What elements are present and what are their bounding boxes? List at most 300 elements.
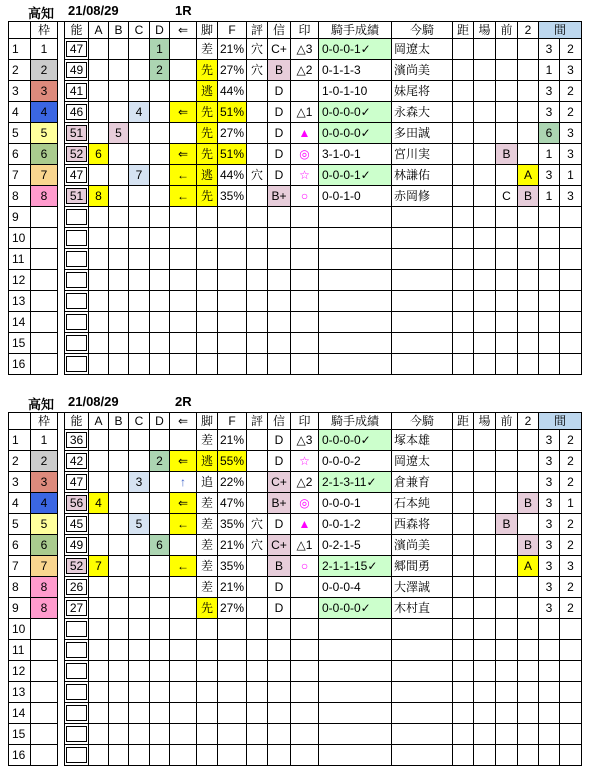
cell-a <box>89 249 109 270</box>
cell-jockey <box>392 640 453 661</box>
column-header-c: C <box>129 413 150 430</box>
cell-ba <box>474 745 496 766</box>
cell-nou <box>65 249 89 270</box>
track-name: 高知 <box>28 6 55 21</box>
cell-nou <box>65 472 89 493</box>
ability-box: 51 <box>66 125 87 141</box>
cell-f <box>218 228 247 249</box>
cell-num: 10 <box>9 228 31 249</box>
cell-d <box>150 312 170 333</box>
cell-nou <box>65 430 89 451</box>
cell-waku: 1 <box>31 430 58 451</box>
column-header-waku: 枠 <box>31 413 58 430</box>
cell-kan2: 3 <box>560 556 582 577</box>
spacer <box>58 598 65 619</box>
cell-kan1 <box>539 724 560 745</box>
cell-mae <box>496 682 518 703</box>
cell-kyo <box>453 472 474 493</box>
cell-b <box>109 472 129 493</box>
cell-c <box>129 661 150 682</box>
cell-waku: 6 <box>31 144 58 165</box>
cell-arrow <box>170 619 197 640</box>
cell-leg: 先 <box>197 102 218 123</box>
cell-leg: 差 <box>197 556 218 577</box>
cell-two <box>518 144 539 165</box>
cell-leg <box>197 619 218 640</box>
cell-num: 11 <box>9 640 31 661</box>
cell-a <box>89 39 109 60</box>
cell-ba <box>474 312 496 333</box>
cell-f: 27% <box>218 598 247 619</box>
cell-jockey: 多田誠 <box>392 123 453 144</box>
cell-arrow: ⇐ <box>170 493 197 514</box>
cell-record: 0-0-1-0 <box>319 186 392 207</box>
ability-box <box>66 356 87 372</box>
cell-d <box>150 186 170 207</box>
cell-shin <box>268 745 291 766</box>
cell-d <box>150 514 170 535</box>
cell-kan1: 3 <box>539 472 560 493</box>
cell-kan2: 2 <box>560 451 582 472</box>
cell-b <box>109 270 129 291</box>
cell-hyo <box>247 123 268 144</box>
cell-ba <box>474 724 496 745</box>
cell-mark <box>291 228 319 249</box>
cell-jockey <box>392 228 453 249</box>
spacer <box>58 60 65 81</box>
cell-b <box>109 249 129 270</box>
cell-record <box>319 207 392 228</box>
cell-leg <box>197 249 218 270</box>
cell-mark: △2 <box>291 60 319 81</box>
column-header-jockey: 今騎 <box>392 22 453 39</box>
cell-mark: ▲ <box>291 123 319 144</box>
cell-kyo <box>453 312 474 333</box>
cell-two <box>518 661 539 682</box>
cell-shin: D <box>268 81 291 102</box>
cell-hyo: 穴 <box>247 514 268 535</box>
cell-waku <box>31 333 58 354</box>
cell-hyo: 穴 <box>247 39 268 60</box>
cell-two: A <box>518 165 539 186</box>
cell-b <box>109 39 129 60</box>
cell-hyo <box>247 661 268 682</box>
cell-nou <box>65 724 89 745</box>
cell-f <box>218 682 247 703</box>
ability-box: 45 <box>66 516 87 532</box>
cell-kyo <box>453 39 474 60</box>
cell-num: 9 <box>9 207 31 228</box>
cell-d <box>150 207 170 228</box>
cell-hyo <box>247 493 268 514</box>
cell-num: 15 <box>9 333 31 354</box>
cell-arrow: ← <box>170 514 197 535</box>
cell-b <box>109 640 129 661</box>
ability-box <box>66 251 87 267</box>
cell-mark: ▲ <box>291 514 319 535</box>
cell-record: 0-0-0-4 <box>319 577 392 598</box>
cell-record: 0-0-0-1✓ <box>319 165 392 186</box>
cell-a <box>89 354 109 375</box>
cell-record: 0-0-0-2 <box>319 451 392 472</box>
cell-jockey <box>392 207 453 228</box>
cell-c <box>129 556 150 577</box>
cell-a <box>89 60 109 81</box>
cell-b <box>109 703 129 724</box>
cell-hyo <box>247 451 268 472</box>
cell-hyo <box>247 270 268 291</box>
column-header-d: D <box>150 413 170 430</box>
ability-box <box>66 642 87 658</box>
cell-kyo <box>453 144 474 165</box>
ability-box <box>66 314 87 330</box>
cell-arrow <box>170 81 197 102</box>
cell-arrow <box>170 249 197 270</box>
table-row <box>9 165 582 186</box>
cell-kyo <box>453 60 474 81</box>
cell-b <box>109 430 129 451</box>
ability-box <box>66 335 87 351</box>
cell-kyo <box>453 619 474 640</box>
cell-jockey: 赤岡修 <box>392 186 453 207</box>
cell-d <box>150 165 170 186</box>
cell-kan2: 2 <box>560 577 582 598</box>
cell-shin <box>268 207 291 228</box>
column-header-blank <box>9 22 31 39</box>
ability-box: 42 <box>66 453 87 469</box>
spacer <box>58 228 65 249</box>
cell-num: 12 <box>9 270 31 291</box>
cell-kan2: 2 <box>560 472 582 493</box>
ability-box: 52 <box>66 146 87 162</box>
cell-mae: B <box>496 514 518 535</box>
cell-mae <box>496 640 518 661</box>
cell-a <box>89 291 109 312</box>
ability-box: 26 <box>66 579 87 595</box>
table-row <box>9 39 582 60</box>
table-row <box>9 291 582 312</box>
cell-c <box>129 535 150 556</box>
cell-mae: B <box>496 144 518 165</box>
cell-waku: 1 <box>31 39 58 60</box>
cell-num: 4 <box>9 493 31 514</box>
cell-c <box>129 451 150 472</box>
cell-two <box>518 270 539 291</box>
cell-num: 3 <box>9 472 31 493</box>
cell-b <box>109 228 129 249</box>
cell-d <box>150 703 170 724</box>
cell-shin <box>268 249 291 270</box>
cell-c <box>129 430 150 451</box>
cell-kyo <box>453 745 474 766</box>
cell-d <box>150 291 170 312</box>
cell-d <box>150 640 170 661</box>
cell-jockey: 郷間勇 <box>392 556 453 577</box>
cell-arrow <box>170 745 197 766</box>
cell-kan2 <box>560 724 582 745</box>
cell-a <box>89 598 109 619</box>
table-row <box>9 123 582 144</box>
cell-kyo <box>453 556 474 577</box>
cell-arrow: ← <box>170 186 197 207</box>
cell-shin: C+ <box>268 535 291 556</box>
cell-c <box>129 249 150 270</box>
cell-ba <box>474 144 496 165</box>
column-header-record: 騎手成績 <box>319 22 392 39</box>
cell-shin <box>268 228 291 249</box>
cell-jockey <box>392 270 453 291</box>
cell-record: 3-1-0-1 <box>319 144 392 165</box>
cell-b <box>109 661 129 682</box>
cell-c <box>129 703 150 724</box>
cell-b <box>109 354 129 375</box>
cell-jockey: 石本純 <box>392 493 453 514</box>
cell-nou <box>65 60 89 81</box>
cell-jockey: 濱尚美 <box>392 60 453 81</box>
cell-f: 21% <box>218 430 247 451</box>
spacer <box>58 123 65 144</box>
cell-c <box>129 81 150 102</box>
cell-f <box>218 291 247 312</box>
cell-arrow: ⇐ <box>170 102 197 123</box>
cell-b <box>109 81 129 102</box>
cell-c <box>129 577 150 598</box>
cell-jockey <box>392 724 453 745</box>
cell-kan2: 2 <box>560 535 582 556</box>
cell-f: 47% <box>218 493 247 514</box>
cell-record: 2-1-3-11✓ <box>319 472 392 493</box>
column-header-two: 2 <box>518 413 539 430</box>
cell-jockey <box>392 354 453 375</box>
cell-two <box>518 60 539 81</box>
cell-a <box>89 514 109 535</box>
cell-a <box>89 102 109 123</box>
cell-nou <box>65 186 89 207</box>
cell-f: 51% <box>218 144 247 165</box>
cell-ba <box>474 186 496 207</box>
cell-kyo <box>453 535 474 556</box>
cell-num: 13 <box>9 291 31 312</box>
cell-mark <box>291 577 319 598</box>
ability-box: 47 <box>66 41 87 57</box>
cell-a: 8 <box>89 186 109 207</box>
cell-hyo <box>247 291 268 312</box>
cell-record <box>319 661 392 682</box>
cell-record <box>319 682 392 703</box>
cell-num: 16 <box>9 745 31 766</box>
cell-kan1: 3 <box>539 430 560 451</box>
cell-a <box>89 312 109 333</box>
cell-mark: △1 <box>291 535 319 556</box>
cell-shin: B+ <box>268 186 291 207</box>
spacer <box>58 535 65 556</box>
cell-arrow <box>170 724 197 745</box>
cell-hyo <box>247 724 268 745</box>
cell-two <box>518 724 539 745</box>
cell-kan1 <box>539 291 560 312</box>
cell-shin: D <box>268 102 291 123</box>
cell-two <box>518 745 539 766</box>
cell-nou <box>65 577 89 598</box>
spacer <box>58 661 65 682</box>
cell-waku <box>31 703 58 724</box>
cell-kan1 <box>539 228 560 249</box>
cell-num: 2 <box>9 451 31 472</box>
cell-ba <box>474 102 496 123</box>
cell-hyo <box>247 472 268 493</box>
cell-kyo <box>453 354 474 375</box>
cell-ba <box>474 451 496 472</box>
cell-shin: B+ <box>268 493 291 514</box>
cell-a <box>89 165 109 186</box>
cell-b <box>109 556 129 577</box>
table-row <box>9 556 582 577</box>
column-header-ba: 場 <box>474 22 496 39</box>
cell-f <box>218 661 247 682</box>
cell-record <box>319 745 392 766</box>
cell-f <box>218 619 247 640</box>
cell-nou <box>65 661 89 682</box>
cell-arrow: ↑ <box>170 472 197 493</box>
cell-a <box>89 619 109 640</box>
column-header-mark: 印 <box>291 413 319 430</box>
cell-record <box>319 619 392 640</box>
table-gap <box>8 375 582 394</box>
cell-kyo <box>453 451 474 472</box>
cell-jockey: 濱尚美 <box>392 535 453 556</box>
cell-waku: 4 <box>31 493 58 514</box>
cell-b <box>109 165 129 186</box>
cell-two <box>518 249 539 270</box>
table-row <box>9 514 582 535</box>
cell-mae <box>496 60 518 81</box>
ability-box: 49 <box>66 62 87 78</box>
column-header-kan1: 間 <box>539 22 582 39</box>
cell-c <box>129 270 150 291</box>
cell-record: 0-0-0-0✓ <box>319 102 392 123</box>
cell-b <box>109 577 129 598</box>
cell-waku: 8 <box>31 186 58 207</box>
cell-num: 12 <box>9 661 31 682</box>
cell-jockey: 岡遼太 <box>392 451 453 472</box>
cell-mae <box>496 165 518 186</box>
cell-mae <box>496 724 518 745</box>
cell-two <box>518 514 539 535</box>
ability-box <box>66 230 87 246</box>
cell-f <box>218 207 247 228</box>
cell-leg: 逃 <box>197 81 218 102</box>
cell-leg: 差 <box>197 577 218 598</box>
cell-kan1 <box>539 207 560 228</box>
cell-arrow <box>170 312 197 333</box>
cell-mark <box>291 598 319 619</box>
cell-ba <box>474 333 496 354</box>
cell-kan2: 2 <box>560 102 582 123</box>
cell-arrow <box>170 661 197 682</box>
cell-kan1: 1 <box>539 144 560 165</box>
cell-ba <box>474 123 496 144</box>
cell-a <box>89 682 109 703</box>
cell-shin: D <box>268 430 291 451</box>
cell-ba <box>474 703 496 724</box>
cell-jockey: 宮川実 <box>392 144 453 165</box>
cell-two <box>518 123 539 144</box>
cell-mark <box>291 333 319 354</box>
spacer <box>58 703 65 724</box>
cell-num: 3 <box>9 81 31 102</box>
column-header-record: 騎手成績 <box>319 413 392 430</box>
cell-kan1 <box>539 640 560 661</box>
cell-kyo <box>453 249 474 270</box>
cell-kan1: 3 <box>539 81 560 102</box>
cell-leg: 先 <box>197 144 218 165</box>
cell-waku <box>31 207 58 228</box>
column-header-blank <box>9 413 31 430</box>
cell-kyo <box>453 291 474 312</box>
table-row <box>9 228 582 249</box>
cell-arrow <box>170 270 197 291</box>
cell-f <box>218 270 247 291</box>
column-header-waku: 枠 <box>31 22 58 39</box>
cell-b <box>109 535 129 556</box>
cell-mae <box>496 333 518 354</box>
cell-ba <box>474 619 496 640</box>
cell-kan1: 3 <box>539 102 560 123</box>
cell-f <box>218 333 247 354</box>
cell-shin <box>268 661 291 682</box>
column-header-f: F <box>218 22 247 39</box>
ability-box <box>66 726 87 742</box>
cell-hyo <box>247 703 268 724</box>
cell-b: 5 <box>109 123 129 144</box>
spacer <box>58 333 65 354</box>
table-row <box>9 207 582 228</box>
cell-kan2: 2 <box>560 430 582 451</box>
cell-shin <box>268 640 291 661</box>
cell-kan2: 3 <box>560 186 582 207</box>
cell-mae <box>496 270 518 291</box>
cell-ba <box>474 577 496 598</box>
column-header-f: F <box>218 413 247 430</box>
cell-arrow <box>170 39 197 60</box>
column-header-shin: 信 <box>268 413 291 430</box>
cell-waku <box>31 682 58 703</box>
ability-box <box>66 293 87 309</box>
cell-hyo: 穴 <box>247 165 268 186</box>
cell-arrow <box>170 333 197 354</box>
cell-d <box>150 493 170 514</box>
cell-kan1 <box>539 333 560 354</box>
cell-kan1 <box>539 312 560 333</box>
spacer <box>58 640 65 661</box>
cell-jockey <box>392 619 453 640</box>
cell-waku <box>31 354 58 375</box>
cell-f: 44% <box>218 81 247 102</box>
cell-f: 35% <box>218 556 247 577</box>
cell-nou <box>65 102 89 123</box>
table-row <box>9 102 582 123</box>
header-spacer <box>58 22 65 39</box>
table-row <box>9 745 582 766</box>
cell-leg: 先 <box>197 186 218 207</box>
cell-waku: 2 <box>31 60 58 81</box>
cell-mark: △1 <box>291 102 319 123</box>
cell-f <box>218 703 247 724</box>
cell-jockey: 木村直 <box>392 598 453 619</box>
cell-d: 6 <box>150 535 170 556</box>
cell-num: 1 <box>9 430 31 451</box>
cell-leg: 差 <box>197 514 218 535</box>
